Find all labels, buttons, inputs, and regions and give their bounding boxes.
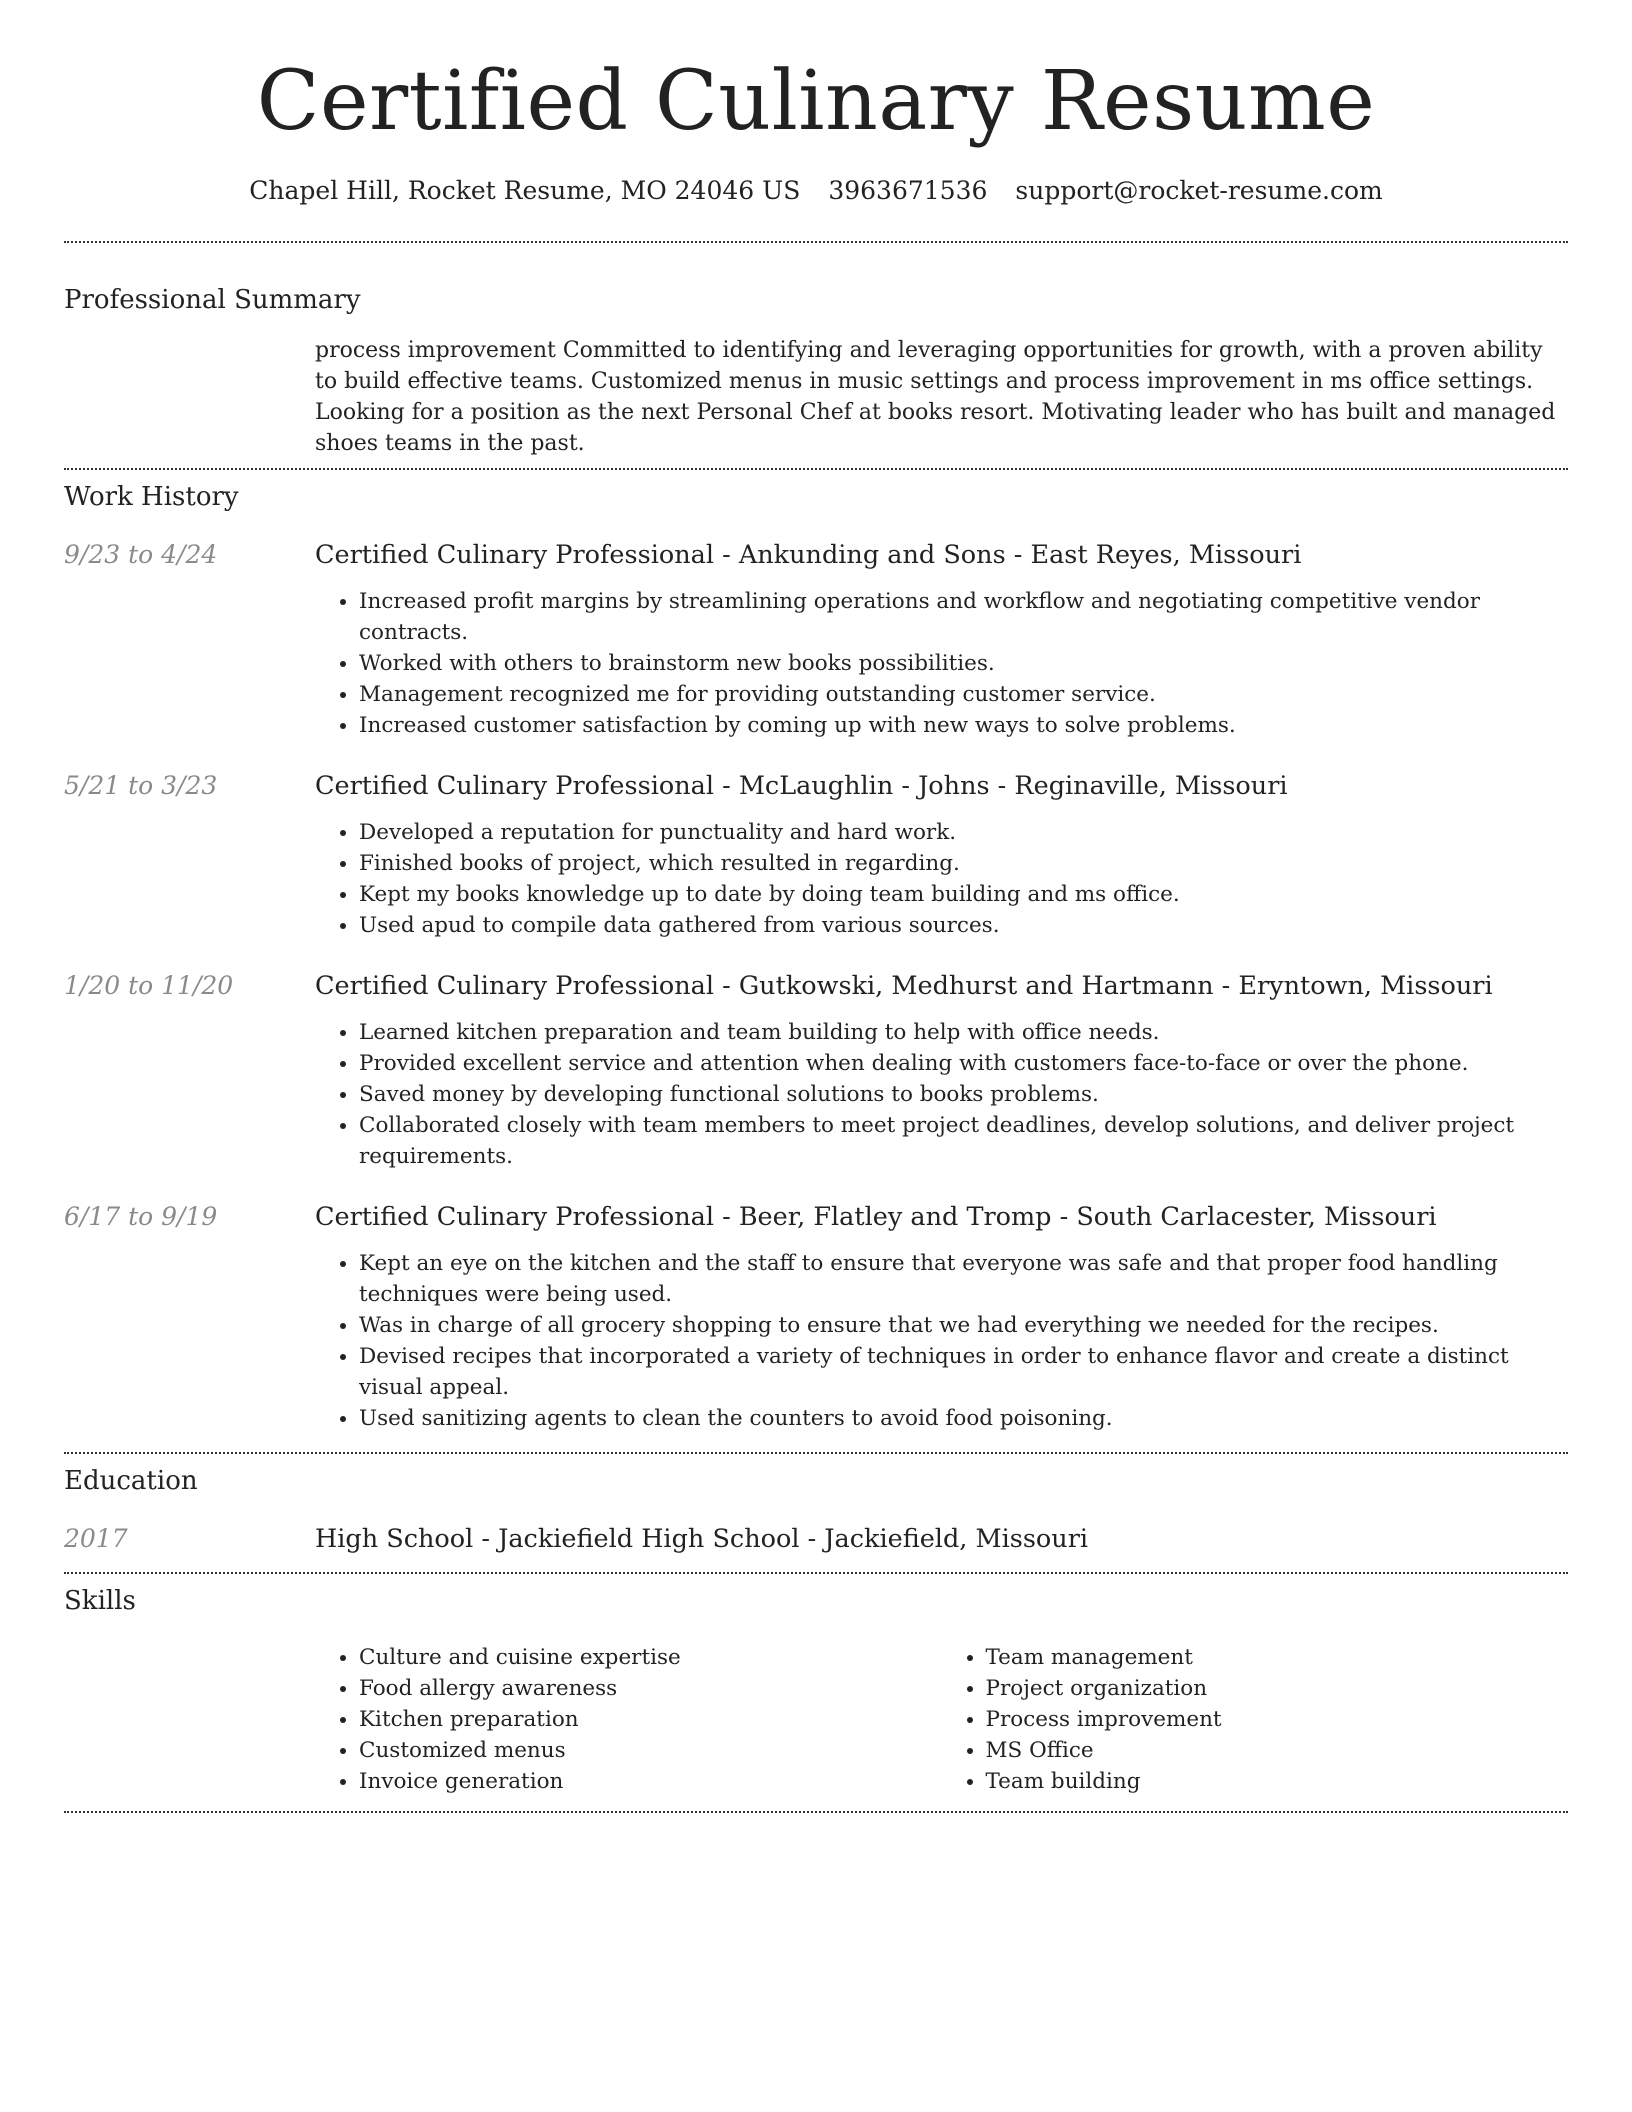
job-bullets bbox=[315, 586, 1568, 741]
skill-item: • Invoice generation bbox=[359, 1766, 942, 1797]
job-entry bbox=[64, 769, 1568, 941]
skill-item: • Kitchen preparation bbox=[359, 1704, 942, 1735]
list-item: • Devised recipes that incorporated a variety of techniques in order to enhance flavor and create a distinct visual appeal. bbox=[359, 1341, 1568, 1403]
summary-text: process improvement Committed to identifying and leveraging opportunities for growth, with a proven ability to build effective teams. Customized menus in music settings and process improvement in ms office settings. Looking for a position as the next Personal Chef at books resort. Motivating leader who has built and managed shoes teams in the past. bbox=[315, 338, 1556, 456]
skill-item: • Culture and cuisine expertise bbox=[359, 1642, 942, 1673]
list-item: • Used apud to compile data gathered from various sources. bbox=[359, 910, 1568, 941]
job-title: Certified Culinary Professional - Ankunding and Sons - East Reyes, Missouri bbox=[315, 540, 1302, 570]
list-item: • Increased customer satisfaction by coming up with new ways to solve problems. bbox=[359, 710, 1568, 741]
skill-item: • Customized menus bbox=[359, 1735, 942, 1766]
contact-line bbox=[64, 174, 1568, 208]
skill-item: • Team building bbox=[986, 1766, 1569, 1797]
summary-section bbox=[64, 283, 1568, 459]
list-item: • Used sanitizing agents to clean the counters to avoid food poisoning. bbox=[359, 1403, 1568, 1434]
job-dates: 1/20 to 11/20 bbox=[64, 971, 234, 1000]
divider bbox=[64, 1452, 1568, 1454]
list-item: • Learned kitchen preparation and team building to help with office needs. bbox=[359, 1017, 1568, 1048]
skill-item: • Food allergy awareness bbox=[359, 1673, 942, 1704]
job-title: Certified Culinary Professional - Beer, Flatley and Tromp - South Carlacester, Missouri bbox=[315, 1202, 1437, 1232]
education-title: High School - Jackiefield High School - Jackiefield, Missouri bbox=[315, 1524, 1089, 1554]
education-heading: Education bbox=[64, 1466, 198, 1496]
work-history-heading: Work History bbox=[64, 482, 239, 512]
contact-phone: 3963671536 bbox=[828, 176, 988, 205]
list-item: • Management recognized me for providing outstanding customer service. bbox=[359, 679, 1568, 710]
job-entry bbox=[64, 538, 1568, 741]
list-item: • Developed a reputation for punctuality and hard work. bbox=[359, 817, 1568, 848]
summary-heading: Professional Summary bbox=[64, 285, 361, 315]
job-dates: 5/21 to 3/23 bbox=[64, 771, 218, 800]
education-section bbox=[64, 1464, 1568, 1556]
list-item: • Was in charge of all grocery shopping to ensure that we had everything we needed for the recipes. bbox=[359, 1310, 1568, 1341]
job-bullets bbox=[315, 1248, 1568, 1434]
list-item: • Kept my books knowledge up to date by doing team building and ms office. bbox=[359, 879, 1568, 910]
work-history-section bbox=[64, 480, 1568, 1434]
list-item: • Kept an eye on the kitchen and the staff to ensure that everyone was safe and that proper food handling techniques were being used. bbox=[359, 1248, 1568, 1310]
resume-title: Certified Culinary Resume bbox=[256, 54, 1376, 149]
job-title: Certified Culinary Professional - Gutkowski, Medhurst and Hartmann - Eryntown, Missouri bbox=[315, 971, 1493, 1001]
list-item: • Provided excellent service and attention when dealing with customers face-to-face or over the phone. bbox=[359, 1048, 1568, 1079]
skill-item: • Process improvement bbox=[986, 1704, 1569, 1735]
skill-item: • Project organization bbox=[986, 1673, 1569, 1704]
list-item: • Increased profit margins by streamlining operations and workflow and negotiating competitive vendor contracts. bbox=[359, 586, 1568, 648]
list-item: • Collaborated closely with team members to meet project deadlines, develop solutions, and deliver project requirements. bbox=[359, 1110, 1568, 1172]
list-item: • Saved money by developing functional solutions to books problems. bbox=[359, 1079, 1568, 1110]
skills-heading: Skills bbox=[64, 1586, 136, 1616]
job-bullets bbox=[315, 817, 1568, 941]
list-item: • Finished books of project, which resulted in regarding. bbox=[359, 848, 1568, 879]
divider bbox=[64, 1811, 1568, 1813]
skills-list bbox=[315, 1642, 1568, 1797]
job-entry bbox=[64, 1200, 1568, 1434]
contact-address: Chapel Hill, Rocket Resume, MO 24046 US bbox=[249, 176, 801, 205]
resume-page bbox=[64, 0, 1568, 1813]
job-dates: 9/23 to 4/24 bbox=[64, 540, 218, 569]
skills-column-right bbox=[942, 1642, 1569, 1797]
skill-item: • Team management bbox=[986, 1642, 1569, 1673]
divider bbox=[64, 241, 1568, 243]
contact-email: support@rocket-resume.com bbox=[1015, 176, 1383, 205]
job-dates: 6/17 to 9/19 bbox=[64, 1202, 218, 1231]
skills-column-left bbox=[315, 1642, 942, 1797]
list-item: • Worked with others to brainstorm new books possibilities. bbox=[359, 648, 1568, 679]
divider bbox=[64, 468, 1568, 470]
job-title: Certified Culinary Professional - McLaughlin - Johns - Reginaville, Missouri bbox=[315, 771, 1288, 801]
skills-section bbox=[64, 1584, 1568, 1797]
education-entry bbox=[64, 1522, 1568, 1556]
job-entry bbox=[64, 969, 1568, 1172]
education-year: 2017 bbox=[64, 1524, 128, 1553]
divider bbox=[64, 1572, 1568, 1574]
skill-item: • MS Office bbox=[986, 1735, 1569, 1766]
job-bullets bbox=[315, 1017, 1568, 1172]
